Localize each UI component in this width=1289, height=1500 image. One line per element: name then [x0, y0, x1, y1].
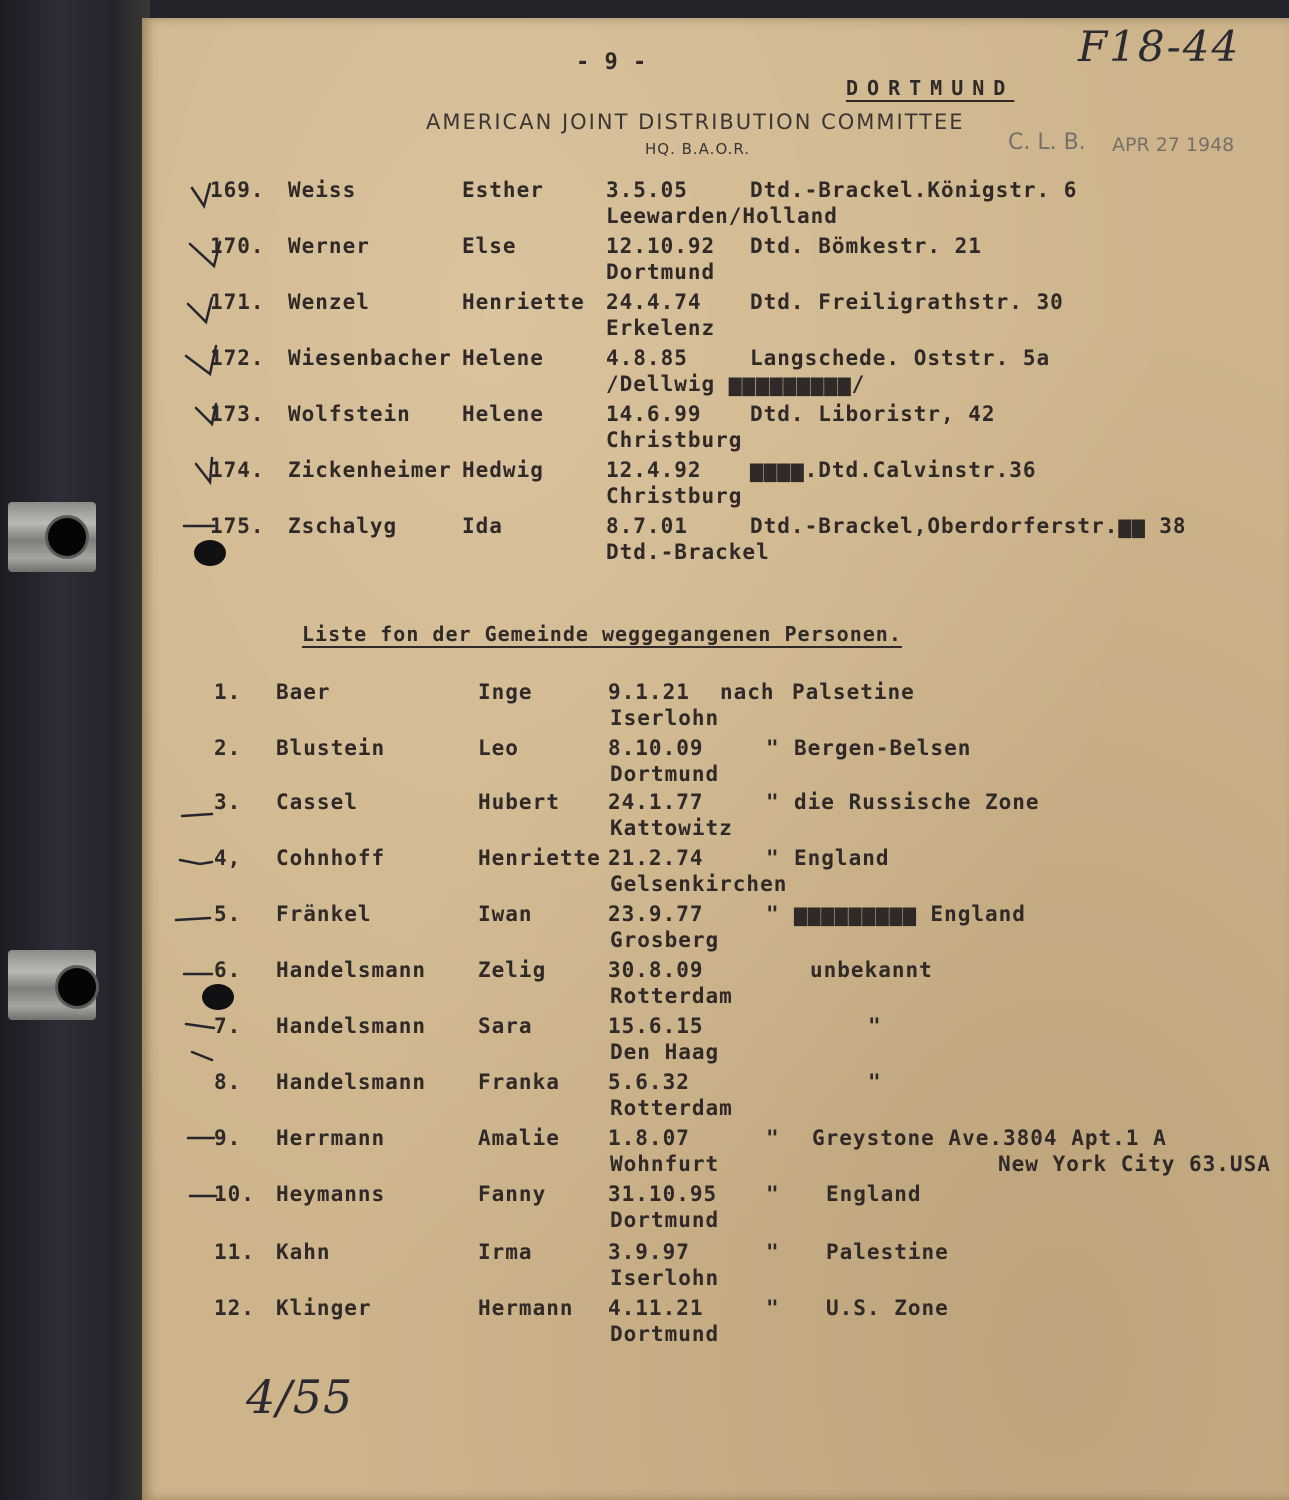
list-two-given-name: Hubert: [478, 790, 560, 814]
list-two-given-name: Irma: [478, 1240, 533, 1264]
list-two-destination: England: [794, 846, 890, 870]
list-two-entry-number: 2.: [214, 736, 242, 760]
list-two-entry-number: 11.: [214, 1240, 255, 1264]
list-two-birth-date: 15.6.15: [608, 1014, 704, 1038]
list-two-destination: Palestine: [826, 1240, 949, 1264]
list-two-entry-number: 12.: [214, 1296, 255, 1320]
list-two-surname: Herrmann: [276, 1126, 386, 1150]
list-one-surname: Wiesenbacher: [288, 346, 452, 370]
list-two-entry-number: 4,: [214, 846, 242, 870]
list-two-destination: die Russische Zone: [794, 790, 1040, 814]
list-two-ditto-mark: ": [766, 1296, 780, 1320]
list-two-surname: Fränkel: [276, 902, 372, 926]
list-one-given-name: Helene: [462, 402, 544, 426]
list-two-given-name: Hermann: [478, 1296, 574, 1320]
list-one-entry-number: 171.: [210, 290, 265, 314]
list-two-surname: Handelsmann: [276, 1014, 427, 1038]
list-two-entry-number: 9.: [214, 1126, 242, 1150]
list-two-birth-date: 1.8.07: [608, 1126, 690, 1150]
list-one-birth-date: 12.10.92: [606, 234, 716, 258]
list-two-birth-date: 23.9.77: [608, 902, 704, 926]
list-two-ditto-mark: ": [766, 790, 780, 814]
page-number: - 9 -: [576, 50, 648, 75]
list-one-birth-date: 14.6.99: [606, 402, 702, 426]
list-two-given-name: Leo: [478, 736, 519, 760]
list-one-birthplace: Dortmund: [606, 260, 716, 284]
footer-handwritten-note: 4/55: [246, 1370, 354, 1424]
list-two-ditto-mark: ": [766, 1182, 780, 1206]
list-one-surname: Zschalyg: [288, 514, 398, 538]
list-two-birthplace: Dortmund: [610, 1208, 720, 1232]
list-two-destination: ": [868, 1070, 882, 1094]
list-one-birthplace: Erkelenz: [606, 316, 716, 340]
list-two-ditto-mark: ": [766, 1240, 780, 1264]
list-one-birth-date: 24.4.74: [606, 290, 702, 314]
list-one-surname: Wolfstein: [288, 402, 411, 426]
list-one-birthplace: /Dellwig ▆▆▆▆▆▆▆▆▆/: [606, 372, 866, 396]
list-two-surname: Heymanns: [276, 1182, 386, 1206]
list-two-birthplace: Dortmund: [610, 762, 720, 786]
list-one-address: Dtd. Freiligrathstr. 30: [750, 290, 1064, 314]
list-one-address: ▆▆▆▆.Dtd.Calvinstr.36: [750, 458, 1037, 482]
list-two-ditto-mark: ": [766, 902, 780, 926]
list-one-entry-number: 170.: [210, 234, 265, 258]
list-two-destination: unbekannt: [810, 958, 933, 982]
list-one-given-name: Helene: [462, 346, 544, 370]
city-heading: DORTMUND: [846, 76, 1015, 100]
list-two-birthplace: Rotterdam: [610, 1096, 733, 1120]
list-one-address: Dtd.-Brackel,Oberdorferstr.▆▆ 38: [750, 514, 1187, 538]
list-one-birth-date: 8.7.01: [606, 514, 688, 538]
list-one-entry-number: 169.: [210, 178, 265, 202]
list-two-ditto-mark: ": [766, 1126, 780, 1150]
list-one-birth-date: 4.8.85: [606, 346, 688, 370]
list-two-birthplace: Gelsenkirchen: [610, 872, 788, 896]
list-two-surname: Cohnhoff: [276, 846, 386, 870]
list-one-given-name: Else: [462, 234, 517, 258]
list-one-address: Dtd. Bömkestr. 21: [750, 234, 982, 258]
list-one-surname: Zickenheimer: [288, 458, 452, 482]
list-two-destination: Greystone Ave.3804 Apt.1 A: [812, 1126, 1167, 1150]
list-one-birthplace: Leewarden/Holland: [606, 204, 838, 228]
list-two-destination: Bergen-Belsen: [794, 736, 972, 760]
list-one-surname: Weiss: [288, 178, 357, 202]
list-one-birthplace: Christburg: [606, 484, 743, 508]
list-two-birthplace: Iserlohn: [610, 1266, 720, 1290]
list-two-given-name: Inge: [478, 680, 533, 704]
list-two-birth-date: 4.11.21: [608, 1296, 704, 1320]
list-two-entry-number: 3.: [214, 790, 242, 814]
list-two-given-name: Franka: [478, 1070, 560, 1094]
list-two-ditto-mark: ": [766, 846, 780, 870]
list-one-given-name: Henriette: [462, 290, 585, 314]
list-two-entry-number: 5.: [214, 902, 242, 926]
list-one-birthplace: Dtd.-Brackel: [606, 540, 770, 564]
list-two-birth-date: 24.1.77: [608, 790, 704, 814]
list-two-given-name: Henriette: [478, 846, 601, 870]
list-one-given-name: Esther: [462, 178, 544, 202]
list-two-ditto-mark: ": [766, 736, 780, 760]
list-one-birth-date: 12.4.92: [606, 458, 702, 482]
list-two-birth-date: 9.1.21: [608, 680, 690, 704]
list-one-entry-number: 175.: [210, 514, 265, 538]
list-two-destination: ": [868, 1014, 882, 1038]
list-two-ditto-mark: nach: [720, 680, 775, 704]
list-two-birthplace: Dortmund: [610, 1322, 720, 1346]
list-two-surname: Cassel: [276, 790, 358, 814]
hq-line: HQ. B.A.O.R.: [645, 140, 751, 158]
list-one-birth-date: 3.5.05: [606, 178, 688, 202]
list-two-birthplace: Kattowitz: [610, 816, 733, 840]
list-two-entry-number: 8.: [214, 1070, 242, 1094]
list-two-given-name: Sara: [478, 1014, 533, 1038]
ink-blot: [202, 984, 234, 1010]
file-code: F18-44: [1078, 22, 1241, 71]
list-one-entry-number: 174.: [210, 458, 265, 482]
list-one-given-name: Ida: [462, 514, 503, 538]
list-one-entry-number: 173.: [210, 402, 265, 426]
list-two-birth-date: 30.8.09: [608, 958, 704, 982]
list-two-surname: Baer: [276, 680, 331, 704]
list-two-entry-number: 6.: [214, 958, 242, 982]
list-two-destination: England: [826, 1182, 922, 1206]
list-two-surname: Kahn: [276, 1240, 331, 1264]
list-one-given-name: Hedwig: [462, 458, 544, 482]
list-two-surname: Blustein: [276, 736, 386, 760]
list-two-birthplace: Den Haag: [610, 1040, 720, 1064]
stamp-initials: C. L. B.: [1008, 130, 1086, 155]
list-two-given-name: Fanny: [478, 1182, 547, 1206]
list-one-address: Langschede. Oststr. 5a: [750, 346, 1051, 370]
list-two-destination: ▆▆▆▆▆▆▆▆▆ England: [794, 902, 1026, 926]
list-one-surname: Werner: [288, 234, 370, 258]
list-one-address: Dtd.-Brackel.Königstr. 6: [750, 178, 1078, 202]
list-two-destination: U.S. Zone: [826, 1296, 949, 1320]
list-two-surname: Handelsmann: [276, 958, 427, 982]
list-one-address: Dtd. Liboristr, 42: [750, 402, 996, 426]
ink-blot: [194, 540, 226, 566]
list-one-surname: Wenzel: [288, 290, 370, 314]
list-two-entry-number: 1.: [214, 680, 242, 704]
section-title: Liste fon der Gemeinde weggegangenen Personen.: [302, 622, 902, 646]
list-two-given-name: Zelig: [478, 958, 547, 982]
list-two-surname: Handelsmann: [276, 1070, 427, 1094]
list-two-birth-date: 3.9.97: [608, 1240, 690, 1264]
stamp-date: APR 27 1948: [1112, 134, 1235, 156]
list-two-destination-line-2: New York City 63.USA: [998, 1152, 1271, 1176]
list-two-destination: Palsetine: [792, 680, 915, 704]
list-two-birth-date: 21.2.74: [608, 846, 704, 870]
list-two-given-name: Iwan: [478, 902, 533, 926]
list-one-birthplace: Christburg: [606, 428, 743, 452]
list-two-surname: Klinger: [276, 1296, 372, 1320]
list-two-birthplace: Iserlohn: [610, 706, 720, 730]
list-two-birth-date: 31.10.95: [608, 1182, 718, 1206]
list-two-birthplace: Rotterdam: [610, 984, 733, 1008]
list-two-entry-number: 10.: [214, 1182, 255, 1206]
list-two-given-name: Amalie: [478, 1126, 560, 1150]
list-two-birth-date: 8.10.09: [608, 736, 704, 760]
list-two-entry-number: 7.: [214, 1014, 242, 1038]
list-one-entry-number: 172.: [210, 346, 265, 370]
organization-name: AMERICAN JOINT DISTRIBUTION COMMITTEE: [426, 110, 965, 134]
list-two-birthplace: Grosberg: [610, 928, 720, 952]
list-two-birth-date: 5.6.32: [608, 1070, 690, 1094]
list-two-birthplace: Wohnfurt: [610, 1152, 720, 1176]
